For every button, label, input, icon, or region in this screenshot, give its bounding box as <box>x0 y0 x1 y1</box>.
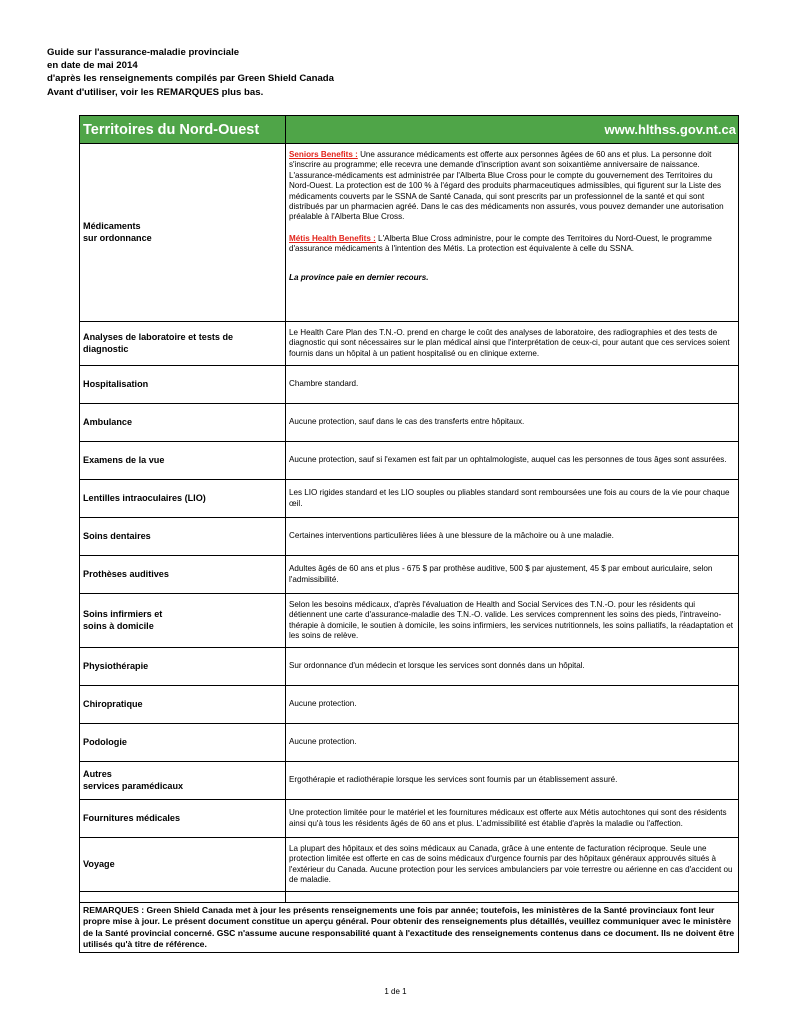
table-row <box>80 322 739 366</box>
category-cell: Fournitures médicales <box>80 800 286 838</box>
category-cell: Lentilles intraoculaires (LIO) <box>80 480 286 518</box>
description-cell: Certaines interventions particulières liées à une blessure de la mâchoire ou à une maladie. <box>286 518 739 556</box>
description-cell: Sur ordonnance d'un médecin et lorsque les services sont donnés dans un hôpital. <box>286 648 739 686</box>
table-row <box>80 480 739 518</box>
description-cell: Aucune protection, sauf si l'examen est fait par un ophtalmologiste, auquel cas les personnes de tous âges sont assurées. <box>286 442 739 480</box>
category-cell: Ambulance <box>80 404 286 442</box>
spacer-cell <box>80 892 286 903</box>
category-cell <box>80 322 286 366</box>
spacer-cell <box>286 892 739 903</box>
table-row <box>80 442 739 480</box>
table-row <box>80 594 739 648</box>
table-row <box>80 556 739 594</box>
last-resort-note: La province paie en dernier recours. <box>289 272 429 282</box>
category-label-line-1: Médicaments <box>83 221 141 231</box>
description-cell: Selon les besoins médicaux, d'après l'évaluation de Health and Social Services des T.N.-O. pour les résidents qui détiennent une carte d'assurance-maladie des T.N.-O. valide. Les services comprennent les soins des pieds, l'intraveino-thérapie à domicile, le soutien à domicile, les soins infirmiers, les services nutritionnels, les soins palliatifs, la réadaptation et les soins de relève. <box>286 594 739 648</box>
table-row <box>80 144 739 322</box>
metis-benefits-label: Métis Health Benefits : <box>289 233 376 243</box>
table-row <box>80 518 739 556</box>
seniors-benefits-text: Une assurance médicaments est offerte aux personnes âgées de 60 ans et plus. La personne doit s'inscrire au programme; elle recevra une demande d'inscription avant son soixantième anniversaire de naissance. L'assurance-médicaments est administrée par l'Alberta Blue Cross pour le compte du gouvernement des Territoires du Nord-Ouest. La protection est de 100 % à l'égard des produits pharmaceutiques admissibles, qui figurent sur la Liste des médicaments couverts par le SSNA de Santé Canada, qui sont prescrits par un professionnel de la santé et qui sont distribués par un pharmacien agréé. Dans le cas des médicaments non assurés, vous pouvez demander une autorisation préalable à l'Alberta Blue Cross. <box>289 150 724 222</box>
category-cell: Podologie <box>80 724 286 762</box>
category-cell <box>80 762 286 800</box>
description-cell: Une protection limitée pour le matériel et les fournitures médicaux est offerte aux Métis autochtones qui sont des résidents ainsi qu'à tous les résidents âgés de 60 ans et plus. L'admissibilité est établie d'après la maladie ou l'affection. <box>286 800 739 838</box>
description-cell: Les LIO rigides standard et les LIO souples ou pliables standard sont remboursées une fois au cours de la vie pour chaque œil. <box>286 480 739 518</box>
category-label-line-1: Analyses de laboratoire et tests de <box>83 332 234 342</box>
website-link[interactable]: www.hlthss.gov.nt.ca <box>286 116 739 144</box>
header-line-3: d'après les renseignements compilés par Green Shield Canada <box>47 73 335 85</box>
table-row <box>80 404 739 442</box>
category-label-line-2: diagnostic <box>83 343 129 354</box>
category-cell <box>80 594 286 648</box>
category-label-line-2: sur ordonnance <box>83 232 152 243</box>
description-cell: Adultes âgés de 60 ans et plus - 675 $ par prothèse auditive, 500 $ par ajustement, 45 $ par embout auriculaire, selon l'admissibilité. <box>286 556 739 594</box>
header-line-1: Guide sur l'assurance-maladie provinciale <box>47 47 240 58</box>
table-row <box>80 366 739 404</box>
notes-text: REMARQUES : Green Shield Canada met à jour les présents renseignements une fois par année; toutefois, les ministères de la Santé provinciaux font leur propre mise à jour. Le présent document constitue un aperçu général. Pour obtenir des renseignements plus détaillés, veuillez communiquer avec le ministère de la Santé provincial concerné. GSC n'assume aucune responsabilité quant à l'exactitude des renseignements contenus dans ce document. Ils ne doivent être utilisés qu'à titre de référence. <box>80 903 739 953</box>
description-cell: Ergothérapie et radiothérapie lorsque les services sont fournis par un établissement assuré. <box>286 762 739 800</box>
benefits-table <box>79 115 739 953</box>
description-cell <box>286 144 739 322</box>
spacer-row <box>80 892 739 903</box>
table-row <box>80 838 739 892</box>
description-cell: La plupart des hôpitaux et des soins médicaux au Canada, grâce à une entente de facturation réciproque. Seule une protection limitée est offerte en cas de soins médicaux d'urgence fournis par des hôpitaux généraux approuvés situés à l'extérieur du Canada. Aucune protection pour les services ambulanciers par voie terrestre ou aérienne en cas d'accident ou de maladie. <box>286 838 739 892</box>
description-cell: Aucune protection. <box>286 724 739 762</box>
category-label-line-2: soins à domicile <box>83 620 154 631</box>
table-row <box>80 648 739 686</box>
description-cell: Aucune protection. <box>286 686 739 724</box>
category-cell: Voyage <box>80 838 286 892</box>
header-line-4: Avant d'utiliser, voir les REMARQUES plus bas. <box>47 86 264 98</box>
table-row <box>80 800 739 838</box>
page-number: 1 de 1 <box>384 987 407 996</box>
notes-row <box>80 903 739 953</box>
category-cell: Hospitalisation <box>80 366 286 404</box>
table-row <box>80 762 739 800</box>
table-row <box>80 724 739 762</box>
category-cell: Soins dentaires <box>80 518 286 556</box>
description-cell: Aucune protection, sauf dans le cas des transferts entre hôpitaux. <box>286 404 739 442</box>
seniors-benefits-label: Seniors Benefits : <box>289 150 358 159</box>
metis-benefits-text: L'Alberta Blue Cross administre, pour le compte des Territoires du Nord-Ouest, le programme d'assurance médicaments à l'intention des Métis. La protection est équivalente à celle du SSNA. <box>289 233 712 254</box>
table-row <box>80 686 739 724</box>
category-cell: Physiothérapie <box>80 648 286 686</box>
category-cell: Examens de la vue <box>80 442 286 480</box>
description-cell: Chambre standard. <box>286 366 739 404</box>
category-cell: Chiropratique <box>80 686 286 724</box>
document-header <box>47 46 334 99</box>
category-label-line-2: services paramédicaux <box>83 780 184 791</box>
header-line-2: en date de mai 2014 <box>47 60 138 72</box>
description-cell: Le Health Care Plan des T.N.-O. prend en charge le coût des analyses de laboratoire, des radiographies et des tests de diagnostic qui sont nécessaires sur le plan médical ainsi que l'interprétation de ceux-ci, pour autant que ces services soient fournis dans un hôpital à un patient hospitalisé ou en clinique externe. <box>286 322 739 366</box>
table-title-row <box>80 116 739 144</box>
category-label-line-1: Autres <box>83 769 112 779</box>
category-label-line-1: Soins infirmiers et <box>83 609 163 619</box>
category-cell: Prothèses auditives <box>80 556 286 594</box>
category-cell <box>80 144 286 322</box>
table-title: Territoires du Nord-Ouest <box>80 116 286 144</box>
